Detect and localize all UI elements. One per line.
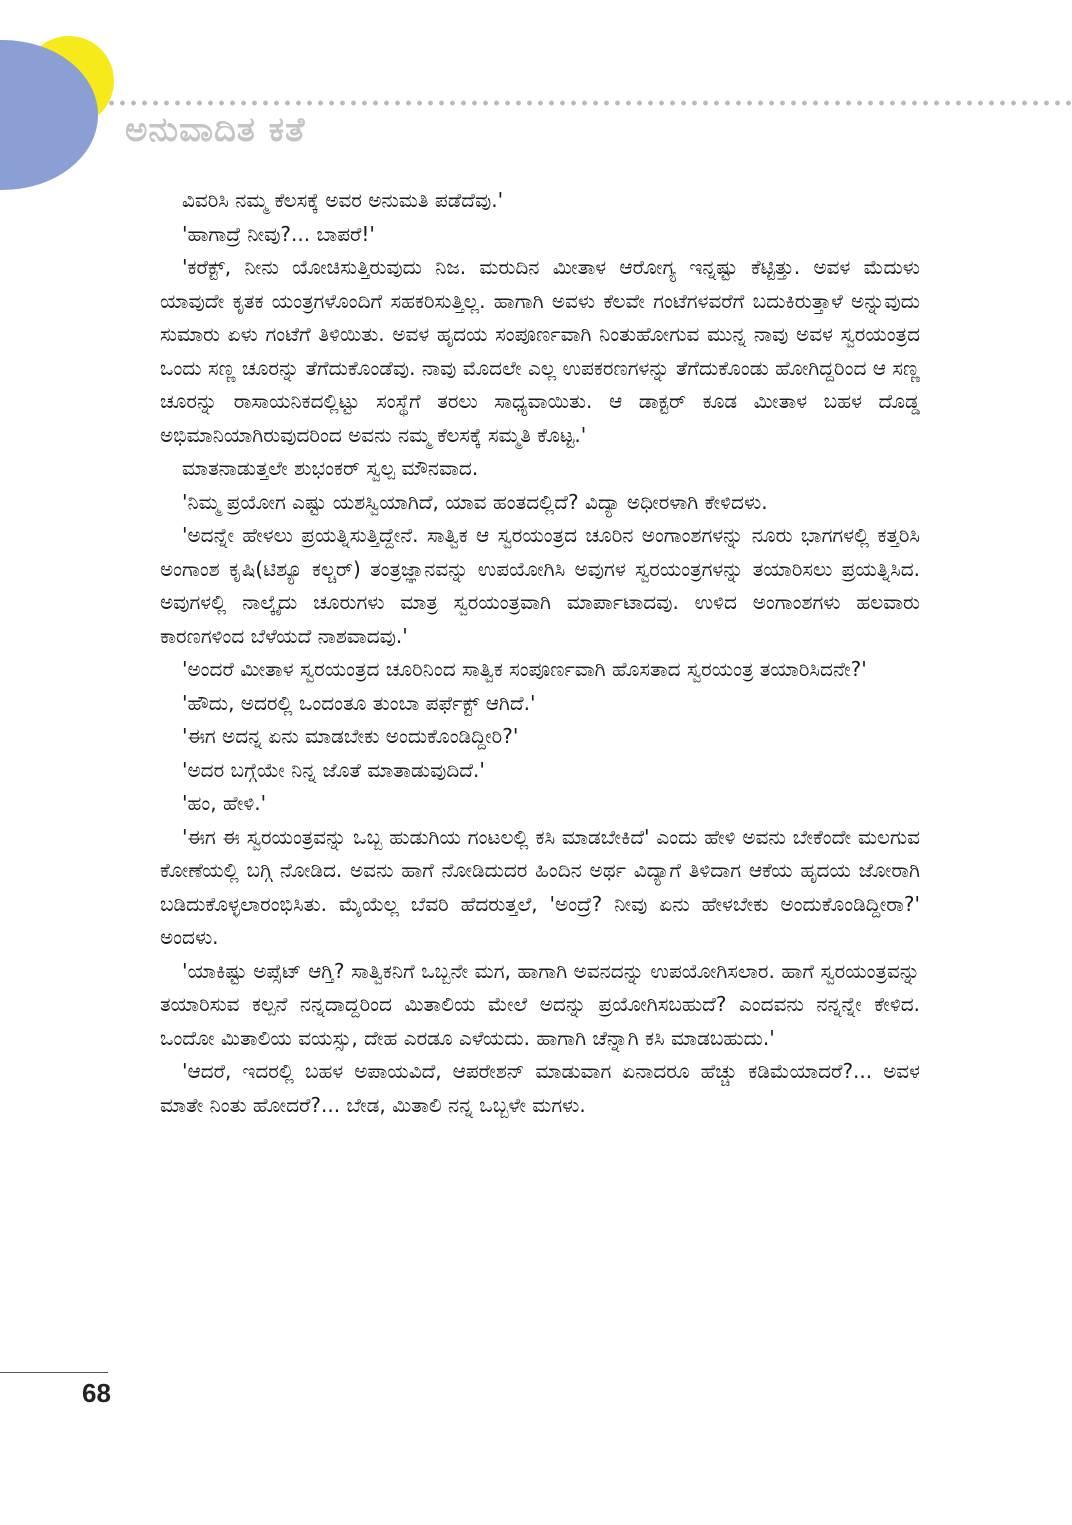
paragraph: 'ಯಾಕಿಷ್ಟು ಅಪ್ಸೆಟ್ ಆಗ್ತಿ? ಸಾತ್ವಿಕನಿಗೆ ಒಬ್ಬನೇ ಮಗ, ಹಾಗಾಗಿ ಅವನದನ್ನು ಉಪಯೋಗಿಸಲಾರ. ಹಾಗೆ ಸ್ವರಯಂತ್ರವನ್ನು ತಯಾರಿಸುವ ಕಲ್ಪನೆ ನನ್ನದಾದ್ದರಿಂದ ಮಿತಾಲಿಯ ಮೇಲೆ ಅದನ್ನು ಪ್ರಯೋಗಿಸಬಹುದೆ? ಎಂದವನು ನನ್ನನ್ನೇ ಕೇಳಿದ. ಒಂದೋ ಮಿತಾಲಿಯ ವಯಸ್ಸು, ದೇಹ ಎರಡೂ ಎಳೆಯದು. ಹಾಗಾಗಿ ಚೆನ್ನಾಗಿ ಕಸಿ ಮಾಡಬಹುದು.' (160, 958, 920, 1050)
paragraph: 'ಹಂ, ಹೇಳಿ.' (182, 791, 267, 815)
paragraph: 'ನಿಮ್ಮ ಪ್ರಯೋಗ ಎಷ್ಟು ಯಶಸ್ವಿಯಾಗಿದೆ, ಯಾವ ಹಂತದಲ್ಲಿದೆ? ವಿದ್ಯಾ ಅಧೀರಳಾಗಿ ಕೇಳಿದಳು. (182, 489, 768, 514)
footer-rule (0, 1372, 108, 1373)
story-text (160, 184, 920, 1122)
paragraph: 'ಈಗ ಈ ಸ್ವರಯಂತ್ರವನ್ನು ಒಬ್ಬ ಹುಡುಗಿಯ ಗಂಟಲಲ್ಲಿ ಕಸಿ ಮಾಡಬೇಕಿದೆ' ಎಂದು ಹೇಳಿ ಅವನು ಬೇಕೆಂದೇ ಮಲಗುವ ಕೋಣೆಯಲ್ಲಿ ಬಗ್ಗಿ ನೋಡಿದ. ಅವನು ಹಾಗೆ ನೋಡಿದುದರ ಹಿಂದಿನ ಅರ್ಥ ವಿದ್ಯಾಗೆ ತಿಳಿದಾಗ ಆಕೆಯ ಹೃದಯ ಜೋರಾಗಿ ಬಡಿದುಕೊಳ್ಳಲಾರಂಭಿಸಿತು. ಮೈಯೆಲ್ಲ ಬೆವರಿ ಹೆದರುತ್ತಲೆ, 'ಅಂದ್ರೆ? ನೀವು ಏನು ಹೇಳಬೇಕು ಅಂದುಕೊಂಡಿದ್ದೀರಾ?' ಅಂದಳು. (160, 824, 920, 949)
paragraph: 'ಈಗ ಅದನ್ನ ಏನು ಮಾಡಬೇಕು ಅಂದುಕೊಂಡಿದ್ದೀರಿ?' (182, 724, 519, 748)
paragraph: 'ಹೌದು, ಅದರಲ್ಲಿ ಒಂದಂತೂ ತುಂಬಾ ಪರ್ಫೆಕ್ಟ್ ಆಗಿದೆ.' (182, 690, 536, 715)
paragraph: 'ಹಾಗಾದ್ರೆ ನೀವು?... ಬಾಪರೆ!' (182, 221, 375, 246)
paragraph: 'ಕರೆಕ್ಟ್, ನೀನು ಯೋಚಿಸುತ್ತಿರುವುದು ನಿಜ. ಮರುದಿನ ಮೀತಾಳ ಆರೋಗ್ಯ ಇನ್ನಷ್ಟು ಕೆಟ್ಟಿತ್ತು. ಅವಳ ಮೆದುಳು ಯಾವುದೇ ಕೃತಕ ಯಂತ್ರಗಳೊಂದಿಗೆ ಸಹಕರಿಸುತ್ತಿಲ್ಲ. ಹಾಗಾಗಿ ಅವಳು ಕೆಲವೇ ಗಂಟೆಗಳವರೆಗೆ ಬದುಕಿರುತ್ತಾಳೆ ಅನ್ನುವುದು ಸುಮಾರು ಏಳು ಗಂಟೆಗೆ ತಿಳಿಯಿತು. ಅವಳ ಹೃದಯ ಸಂಪೂರ್ಣವಾಗಿ ನಿಂತುಹೋಗುವ ಮುನ್ನ ನಾವು ಅವಳ ಸ್ವರಯಂತ್ರದ ಒಂದು ಸಣ್ಣ ಚೂರನ್ನು ತೆಗೆದುಕೊಂಡೆವು. ನಾವು ಮೊದಲೇ ಎಲ್ಲ ಉಪಕರಣಗಳನ್ನು ತೆಗೆದುಕೊಂಡು ಹೋಗಿದ್ದರಿಂದ ಆ ಸಣ್ಣ ಚೂರನ್ನು ರಾಸಾಯನಿಕದಲ್ಲಿಟ್ಟು ಸಂಸ್ಥೆಗೆ ತರಲು ಸಾಧ್ಯವಾಯಿತು. ಆ ಡಾಕ್ಟರ್ ಕೂಡ ಮೀತಾಳ ಬಹಳ ದೊಡ್ಡ ಅಭಿಮಾನಿಯಾಗಿರುವುದರಿಂದ ಅವನು ನಮ್ಮ ಕೆಲಸಕ್ಕೆ ಸಮ್ಮತಿ ಕೊಟ್ಟ.' (160, 255, 920, 447)
paragraph: 'ಅದರ ಬಗ್ಗೆಯೇ ನಿನ್ನ ಜೊತೆ ಮಾತಾಡುವುದಿದೆ.' (182, 757, 485, 782)
paragraph: 'ಆದರೆ, ಇದರಲ್ಲಿ ಬಹಳ ಅಪಾಯವಿದೆ, ಆಪರೇಶನ್ ಮಾಡುವಾಗ ಏನಾದರೂ ಹೆಚ್ಚು ಕಡಿಮೆಯಾದರೆ?... ಅವಳ ಮಾತೇ ನಿಂತು ಹೋದರೆ?... ಬೇಡ, ಮಿತಾಲಿ ನನ್ನ ಒಬ್ಬಳೇ ಮಗಳು. (160, 1059, 920, 1117)
paragraph: ಮಾತನಾಡುತ್ತಲೇ ಶುಭಂಕರ್ ಸ್ವಲ್ಪ ಮೌನವಾದ. (182, 456, 479, 480)
paragraph: ವಿವರಿಸಿ ನಮ್ಮ ಕೆಲಸಕ್ಕೆ ಅವರ ಅನುಮತಿ ಪಡೆದೆವು.' (182, 188, 504, 212)
section-title: ಅನುವಾದಿತ ಕತೆ (125, 110, 306, 150)
dotted-header-rule (106, 100, 1072, 106)
page-number: 68 (82, 1378, 111, 1408)
paragraph: 'ಅಂದರೆ ಮೀತಾಳ ಸ್ವರಯಂತ್ರದ ಚೂರಿನಿಂದ ಸಾತ್ವಿಕ ಸಂಪೂರ್ಣವಾಗಿ ಹೊಸತಾದ ಸ್ವರಯಂತ್ರ ತಯಾರಿಸಿದನೇ?' (182, 657, 867, 681)
paragraph: 'ಅದನ್ನೇ ಹೇಳಲು ಪ್ರಯತ್ನಿಸುತ್ತಿದ್ದೇನೆ. ಸಾತ್ವಿಕ ಆ ಸ್ವರಯಂತ್ರದ ಚೂರಿನ ಅಂಗಾಂಶಗಳನ್ನು ನೂರು ಭಾಗಗಳಲ್ಲಿ ಕತ್ತರಿಸಿ ಅಂಗಾಂಶ ಕೃಷಿ(ಟಿಶ್ಯೂ ಕಲ್ಚರ್) ತಂತ್ರಜ್ಞಾನವನ್ನು ಉಪಯೋಗಿಸಿ ಅವುಗಳ ಸ್ವರಯಂತ್ರಗಳನ್ನು ತಯಾರಿಸಲು ಪ್ರಯತ್ನಿಸಿದ. ಅವುಗಳಲ್ಲಿ ನಾಲ್ಕೈದು ಚೂರುಗಳು ಮಾತ್ರ ಸ್ವರಯಂತ್ರವಾಗಿ ಮಾರ್ಪಾಟಾದವು. ಉಳಿದ ಅಂಗಾಂಶಗಳು ಹಲವಾರು ಕಾರಣಗಳಿಂದ ಬೆಳೆಯದೆ ನಾಶವಾದವು.' (160, 523, 920, 648)
